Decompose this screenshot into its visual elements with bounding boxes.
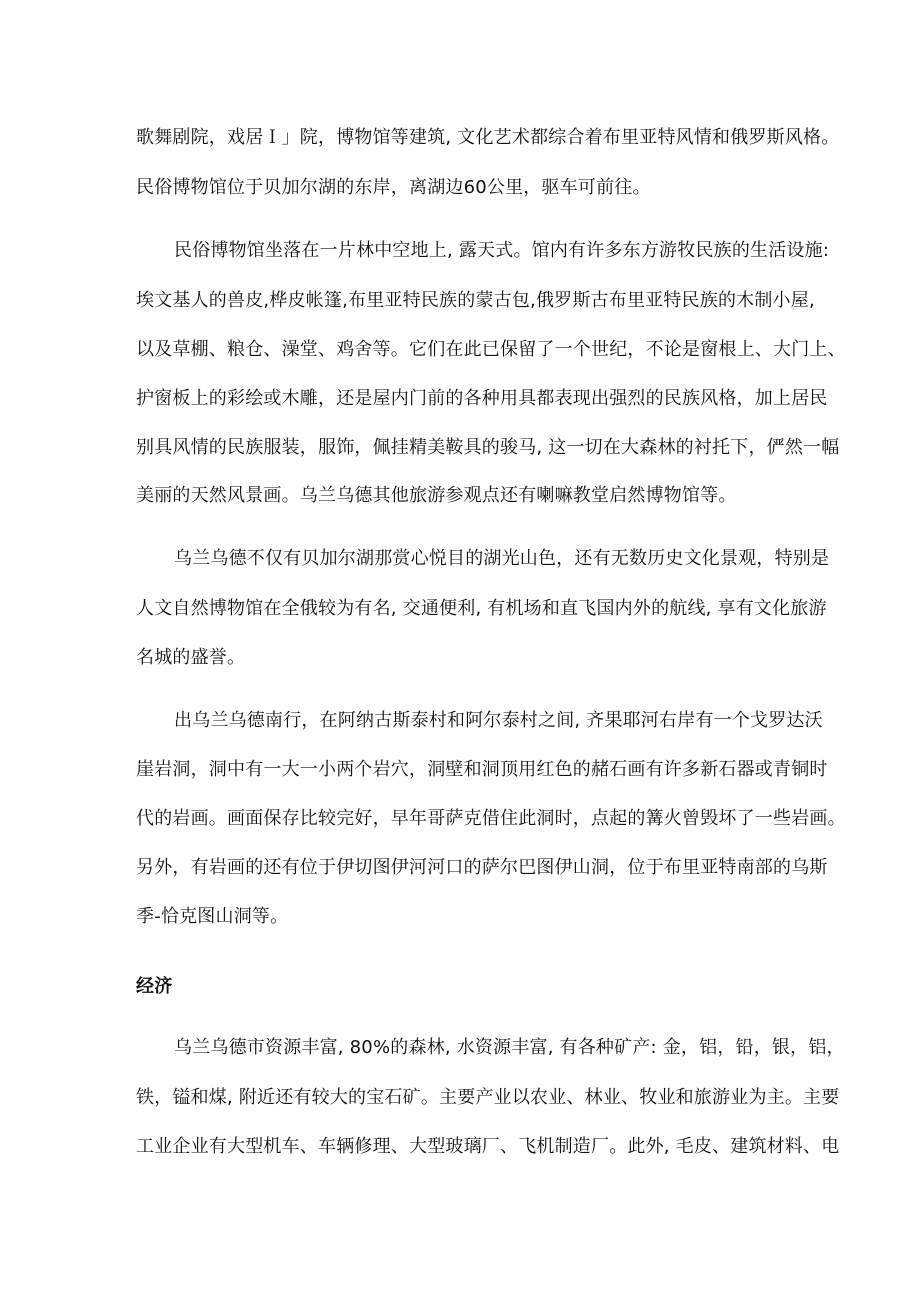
paragraph-line: 名城的盛誉。 [136,647,246,668]
paragraph-line: 乌兰乌德市资源丰富, 80%的森林, 水资源丰富, 有各种矿产: 金，铝，铅，银，铝， [174,1037,845,1058]
section-heading: 经济 [136,976,173,997]
paragraph-line: 工业企业有大型机车、车辆修理、大型玻璃厂、飞机制造厂。此外, 毛皮、建筑材料、电 [136,1136,840,1157]
paragraph-line: 另外，有岩画的还有位于伊切图伊河河口的萨尔巴图伊山洞，位于布里亚特南部的乌斯 [136,857,828,878]
paragraph-line: 别具风情的民族服装，服饰，佩挂精美鞍具的骏马, 这一切在大森林的衬托下，俨然一幅 [136,437,840,458]
paragraph-line: 出乌兰乌德南行，在阿纳古斯泰村和阿尔泰村之间, 齐果耶河右岸有一个戈罗达沃 [174,710,823,731]
paragraph-line: 民俗博物馆位于贝加尔湖的东岸，离湖边60公里，驱车可前往。 [136,177,651,198]
paragraph-line: 人文自然博物馆在全俄较为有名, 交通便利, 有机场和直飞国内外的航线, 享有文化旅游 [136,598,827,619]
paragraph-line: 季-恰克图山洞等。 [136,906,289,927]
paragraph-line: 乌兰乌德不仅有贝加尔湖那赏心悦目的湖光山色，还有无数历史文化景观，特别是 [174,548,830,569]
paragraph-line: 护窗板上的彩绘或木雕，还是屋内门前的各种用具都表现出强烈的民族风格，加上居民 [136,388,828,409]
paragraph-line: 代的岩画。画面保存比较完好，早年哥萨克借住此洞时，点起的篝火曾毁坏了一些岩画。 [136,808,846,829]
paragraph-line: 以及草棚、粮仓、澡堂、鸡舍等。它们在此已保留了一个世纪，不论是窗根上、大门上、 [136,339,846,360]
paragraph-line: 埃文基人的兽皮,桦皮帐篷,布里亚特民族的蒙古包,俄罗斯古布里亚特民族的木制小屋, [136,290,815,311]
paragraph-line: 歌舞剧院，戏居Ｉ」院，博物馆等建筑, 文化艺术都综合着布里亚特风情和俄罗斯风格。 [136,127,840,148]
paragraph-line: 铁，镒和煤, 附近还有较大的宝石矿。主要产业以农业、林业、牧业和旅游业为主。主要 [136,1087,840,1108]
paragraph-line: 民俗博物馆坐落在一片林中空地上, 露天式。馆内有许多东方游牧民族的生活设施: [174,240,830,261]
paragraph-line: 崖岩洞，洞中有一大一小两个岩穴，洞壁和洞顶用红色的赭石画有许多新石器或青铜时 [136,759,828,780]
paragraph-line: 美丽的天然风景画。乌兰乌德其他旅游参观点还有喇嘛教堂启然博物馆等。 [136,485,737,506]
